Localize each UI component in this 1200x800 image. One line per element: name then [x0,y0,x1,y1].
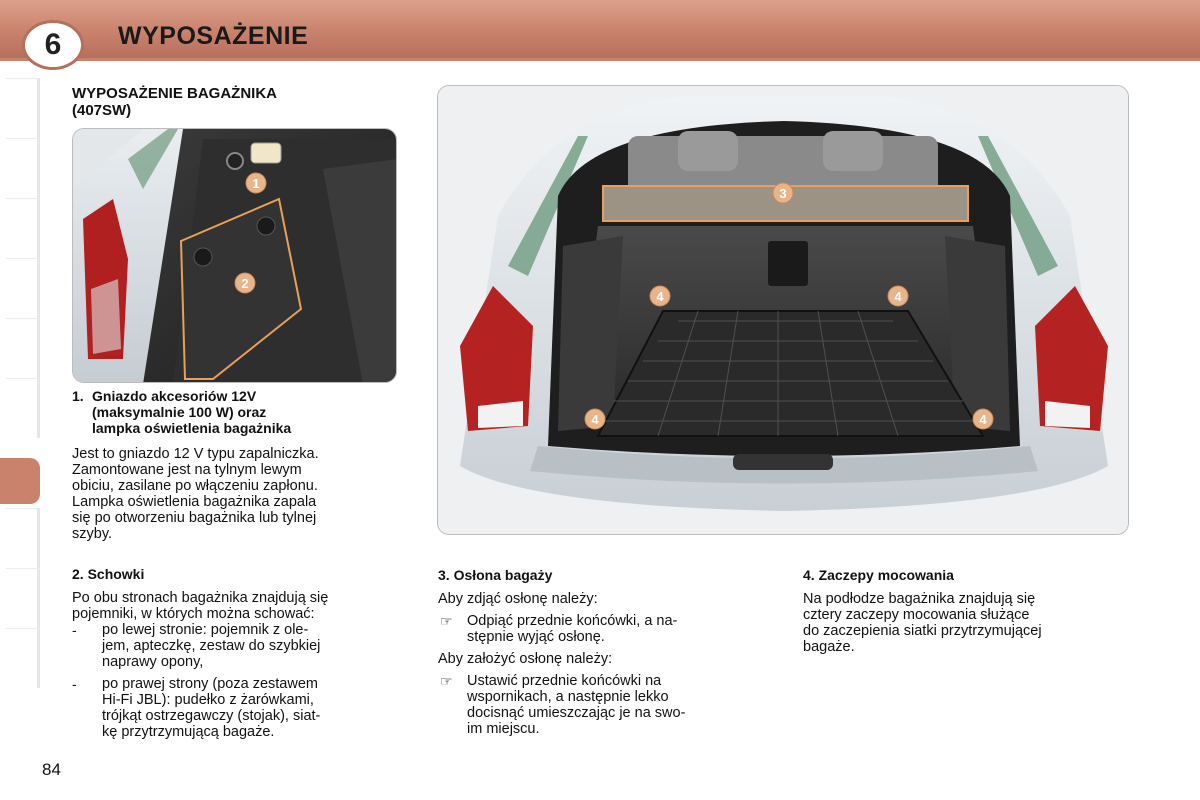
marker-4-bottom-right [973,409,993,429]
chapter-tab [6,628,40,688]
section-title-line: WYPOSAŻENIE BAGAŻNIKA [72,85,278,102]
body-line: po prawej strony (poza zestawem [102,676,318,692]
page-number: 84 [42,760,61,779]
item3-remove-intro: Aby zdjąć osłonę należy: [438,591,598,607]
list-item [102,676,397,740]
chapter-tab [6,318,40,378]
body-line: stępnie wyjąć osłonę. [467,629,605,645]
body-line: jem, apteczkę, zestaw do szybkiej [102,638,321,654]
body-line: obiciu, zasilane po włączeniu zapłonu. [72,478,318,494]
item1-number: 1. [72,388,84,404]
trunk-rear-illustration [437,85,1129,535]
svg-text:4: 4 [894,289,902,304]
svg-text:2: 2 [241,276,249,291]
body-line: trójkąt ostrzegawczy (stojak), siat- [102,708,321,724]
body-line: naprawy opony, [102,654,204,670]
trunk-rear-drawing [438,86,1129,535]
chapter-tab [6,198,40,258]
list-dash: - [72,676,77,692]
body-line: Ustawić przednie końcówki na [467,673,662,689]
list-item [467,613,763,645]
trunk-side-drawing [73,129,397,383]
item4-body [803,591,1129,655]
page-title: WYPOSAŻENIE [118,22,309,50]
chapter-tab [6,568,40,628]
body-line: pojemniki, w których można schować: [72,606,315,622]
body-line: Hi-Fi JBL): pudełko z żarówkami, [102,692,314,708]
item3-install-intro: Aby założyć osłonę należy: [438,651,613,667]
body-line: po lewej stronie: pojemnik z ole- [102,622,309,638]
item1-body [72,446,397,542]
marker-1 [246,173,266,193]
marker-2 [235,273,255,293]
trunk-side-illustration [72,128,397,383]
body-line: Po obu stronach bagażnika znajdują się [72,590,329,606]
chapter-tab [6,258,40,318]
section-title-line: (407SW) [72,102,132,119]
body-line: się po otworzeniu bagażnika lub tylnej [72,510,317,526]
list-dash: - [72,622,77,638]
body-line: Na podłodze bagażnika znajdują się [803,591,1036,607]
body-line: Odpiąć przednie końcówki, a na- [467,613,678,629]
list-item [102,622,397,670]
item1-title-line: (maksymalnie 100 W) oraz [92,404,267,420]
svg-text:4: 4 [591,412,599,427]
marker-3 [773,183,793,203]
chapter-number: 6 [22,20,84,70]
chapter-tab [6,138,40,198]
item2-intro [72,590,397,622]
item3-title: 3. Osłona bagaży [438,567,553,583]
item1-title-line: lampka oświetlenia bagażnika [92,420,292,436]
item2-title: 2. Schowki [72,566,145,582]
item1-title-line: Gniazdo akcesoriów 12V [92,388,257,404]
svg-text:4: 4 [979,412,987,427]
body-line: docisnąć umieszczając je na swo- [467,705,686,721]
body-line: bagaże. [803,639,855,655]
header-line [0,58,1200,61]
marker-4-top-right [888,286,908,306]
pointing-hand-icon: ☞ [440,673,453,689]
body-line: wspornikach, a następnie lekko [467,689,669,705]
item4-title: 4. Zaczepy mocowania [803,567,954,583]
body-line: cztery zaczepy mocowania służące [803,607,1030,623]
body-line: szyby. [72,526,113,542]
body-line: kę przytrzymującą bagaże. [102,724,275,740]
svg-text:4: 4 [656,289,664,304]
body-line: im miejscu. [467,721,540,737]
chapter-tab [6,508,40,568]
body-line: Lampka oświetlenia bagażnika zapala [72,494,317,510]
chapter-tab [6,78,40,138]
chapter-tab [6,378,40,438]
svg-text:3: 3 [779,186,787,201]
body-line: do zaczepienia siatki przytrzymującej [803,623,1042,639]
body-line: Zamontowane jest na tylnym lewym [72,462,302,478]
chapter-tab-active [0,458,40,504]
body-line: Jest to gniazdo 12 V typu zapalniczka. [72,446,319,462]
marker-4-bottom-left [585,409,605,429]
pointing-hand-icon: ☞ [440,613,453,629]
list-item [467,673,763,737]
chapter-tabs [0,78,40,718]
marker-4-top-left [650,286,670,306]
section-title [72,85,277,119]
svg-text:1: 1 [252,176,260,191]
